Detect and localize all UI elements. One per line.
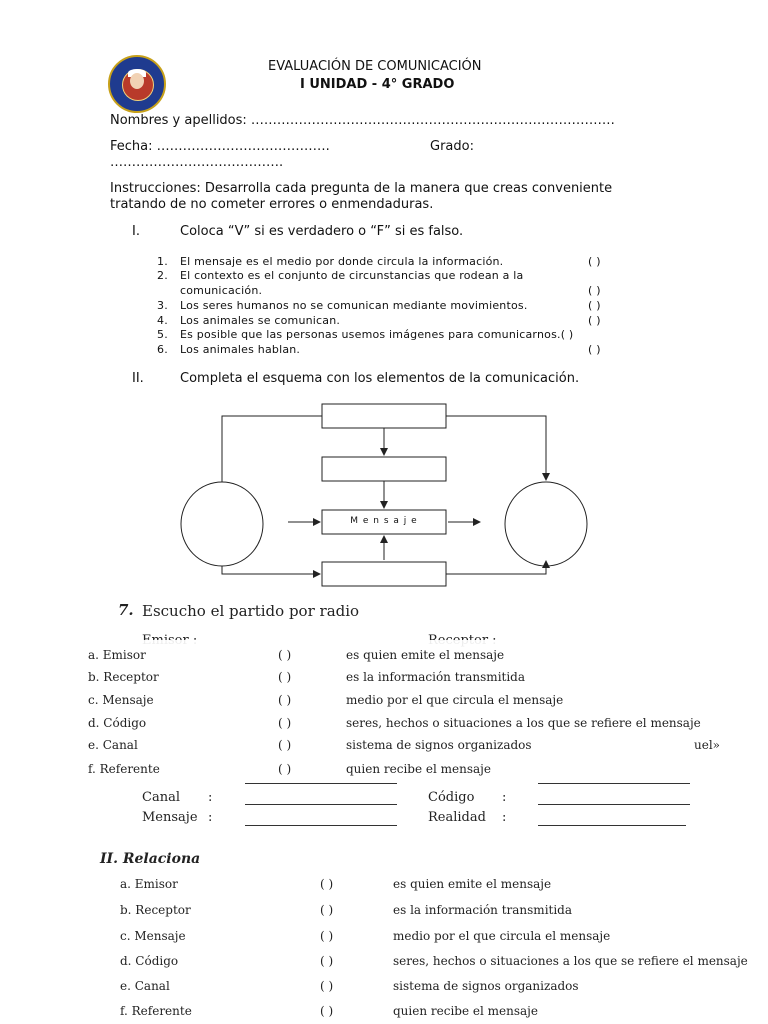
question-7-text: Escucho el partido por radio xyxy=(142,602,360,620)
item-number: 3. xyxy=(157,299,168,312)
relaciona-label: e. Canal xyxy=(120,979,170,993)
item-answer-paren[interactable]: ( ) xyxy=(588,314,601,327)
overlay-label: c. Mensaje xyxy=(88,693,154,707)
codigo-answer-line[interactable] xyxy=(538,804,690,805)
section-1-number: I. xyxy=(132,224,140,239)
relaciona-paren[interactable]: ( ) xyxy=(320,979,334,993)
instructions-line-1: Instrucciones: Desarrolla cada pregunta de la manera que creas conveniente xyxy=(110,181,613,196)
q7-canal-label: Canal xyxy=(142,790,180,805)
grade-field-dots: …………………………………. xyxy=(110,155,284,170)
mensaje-answer-line[interactable] xyxy=(245,825,397,826)
diagram-box-top[interactable] xyxy=(322,404,446,428)
exam-subtitle: I UNIDAD - 4° GRADO xyxy=(300,77,455,92)
q7-hidden-fragment: uel» xyxy=(694,738,721,752)
item-number: 1. xyxy=(157,255,168,268)
item-answer-paren[interactable]: ( ) xyxy=(588,255,601,268)
overlay-desc: seres, hechos o situaciones a los que se refiere el mensaje xyxy=(346,716,701,730)
q7-mensaje-label: Mensaje xyxy=(142,810,198,825)
diagram-mensaje-label: M e n s a j e xyxy=(350,516,418,526)
overlay-desc: medio por el que circula el mensaje xyxy=(346,693,564,707)
diagram-arrow xyxy=(446,416,546,480)
item-number: 5. xyxy=(157,328,168,341)
overlay-desc: es quien emite el mensaje xyxy=(346,648,505,662)
relaciona-label: b. Receptor xyxy=(120,903,191,917)
relaciona-desc: sistema de signos organizados xyxy=(393,979,579,993)
section-2-title: Completa el esquema con los elementos de la comunicación. xyxy=(180,371,580,386)
relaciona-paren[interactable]: ( ) xyxy=(320,929,334,943)
relaciona-paren[interactable]: ( ) xyxy=(320,903,334,917)
overlay-paren[interactable]: ( ) xyxy=(278,693,292,707)
item-text: Los animales hablan. xyxy=(180,343,301,356)
overlay-desc: sistema de signos organizados xyxy=(346,738,532,752)
diagram-box-bottom[interactable] xyxy=(322,562,446,586)
relaciona-label: a. Emisor xyxy=(120,877,178,891)
overlay-paren[interactable]: ( ) xyxy=(278,716,292,730)
section-1-title: Coloca “V” si es verdadero o “F” si es falso. xyxy=(180,224,464,239)
item-text-cont: comunicación. xyxy=(180,284,263,297)
item-answer-paren[interactable]: ( ) xyxy=(588,299,601,312)
exam-title: EVALUACIÓN DE COMUNICACIÓN xyxy=(268,59,482,74)
grade-field-label: Grado: xyxy=(430,139,474,154)
item-answer-paren[interactable]: ( ) xyxy=(588,284,601,297)
overlay-desc: es la información transmitida xyxy=(346,670,526,684)
question-7-number: 7. xyxy=(118,601,134,619)
overlay-paren[interactable]: ( ) xyxy=(278,762,292,776)
overlay-paren[interactable]: ( ) xyxy=(278,670,292,684)
answer-line[interactable] xyxy=(538,783,690,784)
item-text: Es posible que las personas usemos imágenes para comunicarnos.( ) xyxy=(180,328,574,341)
item-text: Los seres humanos no se comunican mediante movimientos. xyxy=(180,299,528,312)
diagram-circle-right[interactable] xyxy=(505,482,587,566)
item-number: 2. xyxy=(157,269,168,282)
item-text: El mensaje es el medio por donde circula la información. xyxy=(180,255,504,268)
relaciona-label: f. Referente xyxy=(120,1004,192,1018)
relaciona-desc: seres, hechos o situaciones a los que se refiere el mensaje xyxy=(393,954,748,968)
relaciona-title: II. Relaciona xyxy=(100,851,201,867)
overlay-paren[interactable]: ( ) xyxy=(278,648,292,662)
relaciona-desc: quien recibe el mensaje xyxy=(393,1004,538,1018)
canal-answer-line[interactable] xyxy=(245,804,397,805)
answer-line[interactable] xyxy=(245,783,397,784)
relaciona-paren[interactable]: ( ) xyxy=(320,954,334,968)
section-2-number: II. xyxy=(132,371,144,386)
item-number: 4. xyxy=(157,314,168,327)
overlay-label: b. Receptor xyxy=(88,670,159,684)
overlay-label: f. Referente xyxy=(88,762,160,776)
colon: : xyxy=(208,810,213,825)
relaciona-paren[interactable]: ( ) xyxy=(320,1004,334,1018)
colon: : xyxy=(502,790,507,805)
overlay-label: a. Emisor xyxy=(88,648,146,662)
diagram-box-middle[interactable] xyxy=(322,457,446,481)
item-text: El contexto es el conjunto de circunstancias que rodean a la xyxy=(180,269,524,282)
relaciona-label: d. Código xyxy=(120,954,179,968)
colon: : xyxy=(208,790,213,805)
item-text: Los animales se comunican. xyxy=(180,314,341,327)
diagram-arrow xyxy=(222,566,320,574)
overlay-desc: quien recibe el mensaje xyxy=(346,762,491,776)
relaciona-desc: es quien emite el mensaje xyxy=(393,877,552,891)
colon: : xyxy=(502,810,507,825)
relaciona-desc: es la información transmitida xyxy=(393,903,573,917)
name-field-label: Nombres y apellidos: ………………………………………………………………………… xyxy=(110,113,615,128)
realidad-answer-line[interactable] xyxy=(538,825,686,826)
date-field-label: Fecha: …………………………………. xyxy=(110,139,330,154)
item-number: 6. xyxy=(157,343,168,356)
instructions-line-2: tratando de no cometer errores o enmendaduras. xyxy=(110,197,434,212)
overlay-label: e. Canal xyxy=(88,738,138,752)
q7-codigo-label: Código xyxy=(428,790,475,805)
relaciona-desc: medio por el que circula el mensaje xyxy=(393,929,611,943)
overlay-paren[interactable]: ( ) xyxy=(278,738,292,752)
diagram-connector xyxy=(222,416,322,482)
item-answer-paren[interactable]: ( ) xyxy=(588,343,601,356)
relaciona-paren[interactable]: ( ) xyxy=(320,877,334,891)
q7-realidad-label: Realidad xyxy=(428,810,486,825)
overlay-label: d. Código xyxy=(88,716,147,730)
relaciona-label: c. Mensaje xyxy=(120,929,186,943)
diagram-circle-left[interactable] xyxy=(181,482,263,566)
